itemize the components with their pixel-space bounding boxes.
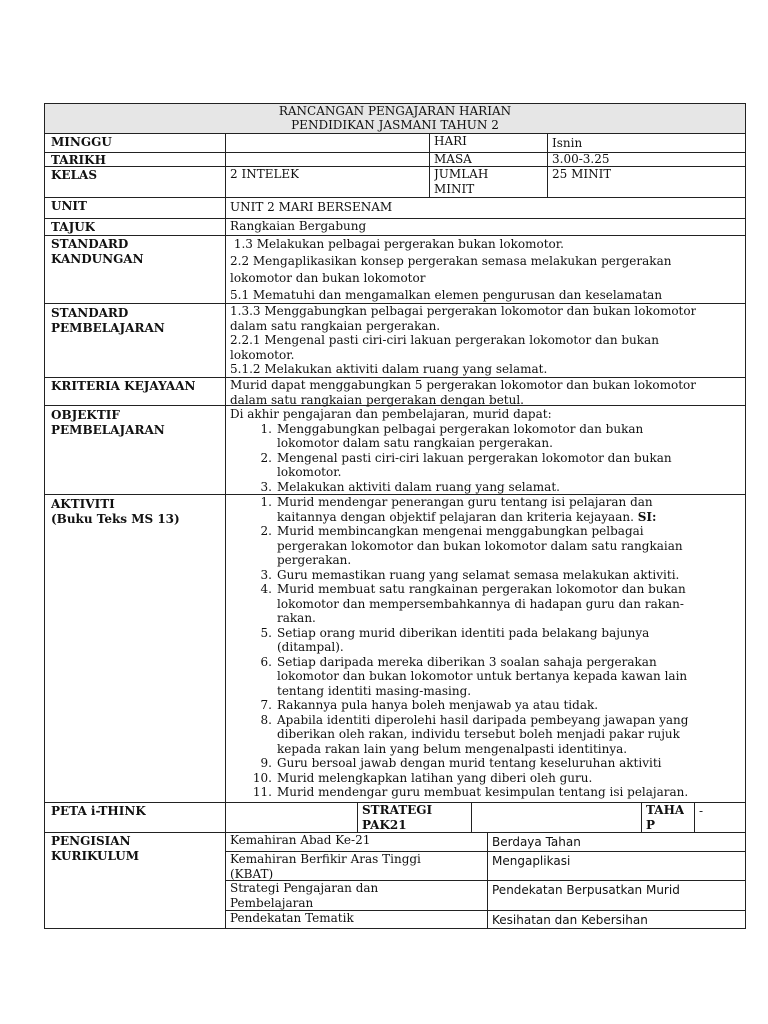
aktiviti-label: AKTIVITI (Buku Teks MS 13) xyxy=(51,497,180,526)
list-item-number: 3. xyxy=(260,567,272,582)
tajuk-label: TAJUK xyxy=(51,220,96,234)
kriteria-kejayaan-content: Murid dapat menggabungkan 5 pergerakan lokomotor dan bukan lokomotor dalam satu rangkaian pergerakan dengan betul. xyxy=(230,378,696,407)
list-item-number: 11. xyxy=(252,785,272,799)
sp-line: 2.2.1 Mengenal pasti ciri-ciri lakuan pergerakan lokomotor dan bukan xyxy=(230,333,659,347)
pengisian-value-abad21[interactable]: Berdaya Tahan xyxy=(492,835,581,849)
pengisian-kurikulum-label: PENGISIAN KURIKULUM xyxy=(51,834,140,863)
pengisian-key-abad21: Kemahiran Abad Ke-21 xyxy=(230,833,371,847)
list-item xyxy=(230,451,744,480)
pengisian-key-kbat: Kemahiran Berfikir Aras Tinggi (KBAT) xyxy=(230,852,421,881)
tahap-label: TAHA P xyxy=(646,803,685,832)
list-item-line: kaitannya dengan objektif pelajaran dan kriteria kejayaan. SI: xyxy=(277,509,657,524)
list-item-line: (ditampal). xyxy=(277,640,344,654)
list-item xyxy=(230,713,744,757)
list-item xyxy=(230,785,744,800)
list-item-number: 2. xyxy=(260,524,272,538)
sk-line: 1.3 Melakukan pelbagai pergerakan bukan lokomotor. xyxy=(230,237,564,251)
list-item-line: tentang identiti masing-masing. xyxy=(277,683,472,698)
sk-line: 5.1 Mematuhi dan mengamalkan elemen pengurusan dan keselamatan xyxy=(230,288,663,302)
list-item-number: 1. xyxy=(260,495,272,509)
tahap-value[interactable]: - xyxy=(699,804,704,818)
list-item xyxy=(230,698,744,713)
standard-pembelajaran-content xyxy=(230,304,696,377)
list-item-number: 7. xyxy=(260,698,272,712)
list-item-line: Rakannya pula hanya boleh menjawab ya atau tidak. xyxy=(277,698,599,712)
list-item-line: pergerakan lokomotor dan bukan lokomotor dalam satu rangkaian xyxy=(277,538,683,553)
title-line-2: PENDIDIKAN JASMANI TAHUN 2 xyxy=(291,118,499,132)
list-item-number: 5. xyxy=(260,625,272,640)
list-item-line: Murid mendengar guru membuat kesimpulan tentang isi pelajaran. xyxy=(277,785,689,799)
list-item-number: 8. xyxy=(260,712,272,727)
objektif-intro: Di akhir pengajaran dan pembelajaran, murid dapat: xyxy=(230,407,552,421)
title-line-1: RANCANGAN PENGAJARAN HARIAN xyxy=(278,104,512,118)
peta-ithink-label: PETA i-THINK xyxy=(51,804,146,818)
standard-kandungan-content xyxy=(230,236,671,304)
list-item-line: Guru bersoal jawab dengan murid tentang keseluruhan aktiviti xyxy=(277,756,662,770)
list-item-line: lokomotor dan bukan lokomotor untuk bertanya kepada kawan lain xyxy=(277,669,688,683)
kriteria-kejayaan-label: KRITERIA KEJAYAAN xyxy=(51,379,196,393)
tarikh-label: TARIKH xyxy=(51,153,106,167)
list-item-number: 10. xyxy=(252,770,272,785)
pengisian-key-tematik: Pendekatan Tematik xyxy=(230,911,354,925)
jumlah-minit-value[interactable]: 25 MINIT xyxy=(552,167,612,181)
list-item-number: 6. xyxy=(260,654,272,669)
hari-label: HARI xyxy=(434,134,467,148)
list-item-line: Mengenal pasti ciri-ciri lakuan pergerakan lokomotor dan bukan xyxy=(277,450,672,465)
objektif-label: OBJEKTIF PEMBELAJARAN xyxy=(51,408,165,437)
list-item xyxy=(230,626,744,655)
sk-line: 2.2 Mengaplikasikan konsep pergerakan semasa melakukan pergerakan xyxy=(230,254,672,268)
sp-line: lokomotor. xyxy=(230,347,295,362)
strategi-pak21-value[interactable] xyxy=(476,804,636,818)
masa-value[interactable]: 3.00-3.25 xyxy=(552,152,610,166)
list-item xyxy=(230,582,744,626)
list-item xyxy=(230,568,744,583)
aktiviti-list xyxy=(230,495,744,800)
list-item-line: diberikan oleh rakan, individu tersebut boleh menjadi pakar rujuk xyxy=(277,727,680,741)
pengisian-value-tematik[interactable]: Kesihatan dan Kebersihan xyxy=(492,913,648,927)
list-item xyxy=(230,422,744,451)
list-item-line: lokomotor dan mempersembahkannya di hadapan guru dan rakan- xyxy=(277,596,684,611)
list-item-line: Menggabungkan pelbagai pergerakan lokomotor dan bukan xyxy=(277,421,644,436)
objektif-list xyxy=(230,422,744,495)
unit-label: UNIT xyxy=(51,199,87,213)
list-item-line: Murid membuat satu rangkainan pergerakan lokomotor dan bukan xyxy=(277,582,686,596)
list-item-line: Murid melengkapkan latihan yang diberi oleh guru. xyxy=(277,770,593,785)
list-item-line: rakan. xyxy=(277,611,316,625)
kelas-label: KELAS xyxy=(51,168,97,182)
aktiviti-content xyxy=(230,495,744,800)
tajuk-value[interactable]: Rangkaian Bergabung xyxy=(230,219,367,233)
standard-pembelajaran-label: STANDARD PEMBELAJARAN xyxy=(51,306,165,335)
peta-ithink-value[interactable] xyxy=(230,804,350,818)
standard-kandungan-label: STANDARD KANDUNGAN xyxy=(51,237,144,266)
list-item-line: pergerakan. xyxy=(277,553,352,567)
list-item-number: 2. xyxy=(260,450,272,465)
list-item-line: kepada rakan lain yang belum mengenalpasti identitinya. xyxy=(277,741,628,756)
list-item xyxy=(230,655,744,699)
list-item xyxy=(230,524,744,568)
masa-label: MASA xyxy=(434,152,472,166)
pengisian-value-strategi[interactable]: Pendekatan Berpusatkan Murid xyxy=(492,883,680,897)
list-item-number: 3. xyxy=(260,479,272,494)
jumlah-minit-label: JUMLAH MINIT xyxy=(434,167,489,196)
list-item-line: Apabila identiti diperolehi hasil daripada pembeyang jawapan yang xyxy=(277,712,689,727)
list-item xyxy=(230,756,744,771)
sp-line: 1.3.3 Menggabungkan pelbagai pergerakan lokomotor dan bukan lokomotor xyxy=(230,304,697,318)
kelas-value[interactable]: 2 INTELEK xyxy=(230,167,300,181)
list-item xyxy=(230,771,744,786)
list-item-number: 4. xyxy=(260,582,272,596)
list-item-number: 9. xyxy=(260,756,272,770)
list-item-line: lokomotor dalam satu rangkaian pergerakan. xyxy=(277,436,553,450)
list-item-number: 1. xyxy=(260,421,272,436)
strategi-pak21-label: STRATEGI PAK21 xyxy=(362,803,433,832)
list-item-line: Setiap orang murid diberikan identiti pada belakang bajunya xyxy=(277,625,650,640)
hari-value[interactable]: Isnin xyxy=(552,136,583,150)
unit-value[interactable]: UNIT 2 MARI BERSENAM xyxy=(230,200,393,214)
pengisian-key-strategi: Strategi Pengajaran dan Pembelajaran xyxy=(230,881,379,910)
pengisian-value-kbat[interactable]: Mengaplikasi xyxy=(492,854,571,868)
si-label: SI: xyxy=(637,509,657,524)
sp-line: dalam satu rangkaian pergerakan. xyxy=(230,318,441,333)
list-item-line: Murid membincangkan mengenai menggabungkan pelbagai xyxy=(277,524,644,538)
list-item xyxy=(230,480,744,495)
list-item-line: lokomotor. xyxy=(277,465,342,479)
minggu-label: MINGGU xyxy=(51,135,112,149)
objektif-content xyxy=(230,407,744,494)
list-item-line: Murid mendengar penerangan guru tentang isi pelajaran dan xyxy=(277,495,653,509)
list-item xyxy=(230,495,744,524)
list-item-line: Melakukan aktiviti dalam ruang yang selamat. xyxy=(277,479,560,494)
sk-line: lokomotor dan bukan lokomotor xyxy=(230,271,426,285)
sp-line: 5.1.2 Melakukan aktiviti dalam ruang yang selamat. xyxy=(230,362,548,376)
list-item-line: Guru memastikan ruang yang selamat semasa melakukan aktiviti. xyxy=(277,567,680,582)
list-item-line: Setiap daripada mereka diberikan 3 soalan sahaja pergerakan xyxy=(277,654,657,669)
document-title xyxy=(45,104,745,132)
